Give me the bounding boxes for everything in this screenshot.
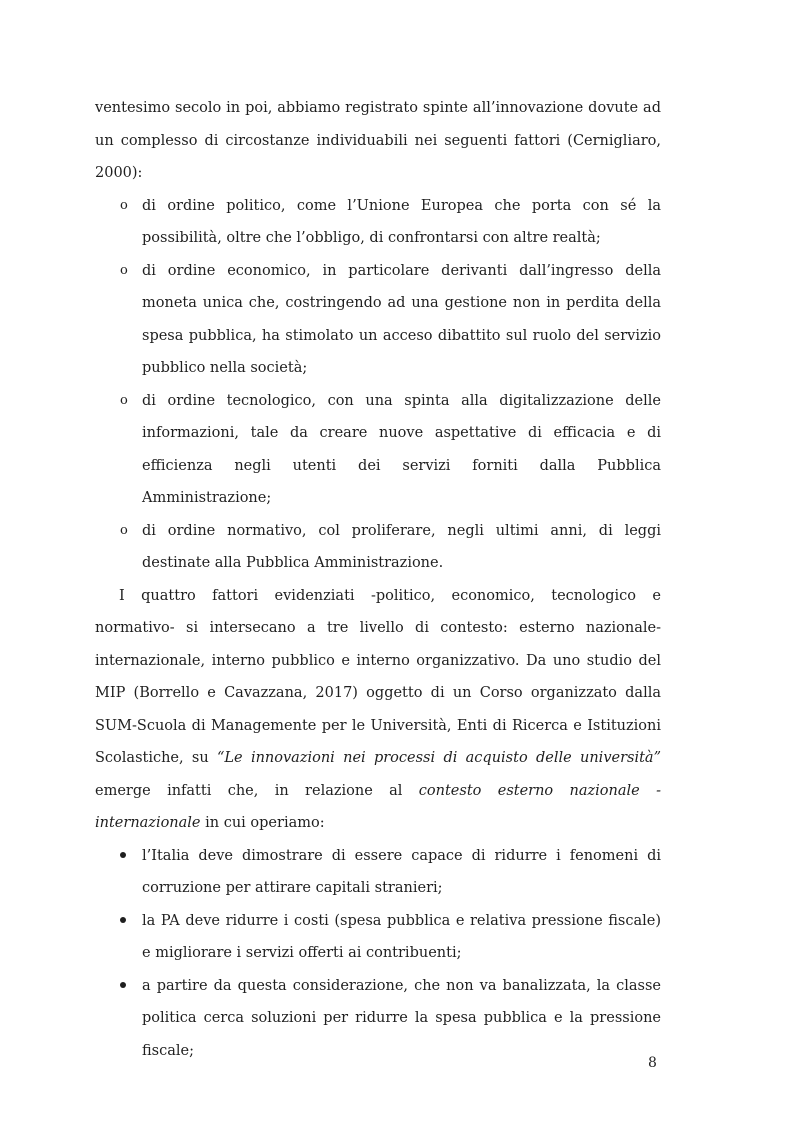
factor-text: di ordine normativo, col proliferare, negli ultimi anni, di leggi destinate alla Pubblica Amministrazione. bbox=[142, 522, 661, 571]
paragraph-text: I quattro fattori evidenziati -politico, economico, tecnologico e normativo- si intersecano a tre livello di contesto: esterno nazionale-internazionale, interno pubblico e interno organizzativo. Da uno studio del MIP (Borrello e Cavazzana, 2017) oggetto di un Corso organizzato dalla SUM-Scuola di Managemente per le Università, Enti di Ricerca e Istituzioni Scolastiche, su bbox=[95, 587, 661, 766]
list-item bbox=[95, 190, 661, 255]
paragraph-text: in cui operiamo: bbox=[200, 815, 325, 831]
circle-bullet-icon: o bbox=[120, 392, 128, 408]
bullet-dot-icon bbox=[120, 917, 126, 923]
point-text: la PA deve ridurre i costi (spesa pubblica e relativa pressione fiscale) e migliorare i servizi offerti ai contribuenti; bbox=[142, 912, 661, 961]
circle-bullet-icon: o bbox=[120, 262, 128, 278]
list-item bbox=[95, 970, 661, 1068]
page-number: 8 bbox=[648, 1055, 657, 1071]
factors-list bbox=[95, 190, 661, 580]
circle-bullet-icon: o bbox=[120, 522, 128, 538]
points-list bbox=[95, 840, 661, 1068]
context-term: contesto esterno nazionale - internazionale bbox=[95, 782, 661, 831]
circle-bullet-icon: o bbox=[120, 197, 128, 213]
intro-paragraph: ventesimo secolo in poi, abbiamo registrato spinte all’innovazione dovute ad un complesso di circostanze individuabili nei seguenti fattori (Cernigliaro, 2000): bbox=[95, 100, 661, 181]
context-paragraph bbox=[95, 580, 661, 840]
body-text bbox=[95, 92, 661, 1067]
paragraph-text: emerge infatti che, in relazione al bbox=[95, 782, 419, 799]
list-item bbox=[95, 515, 661, 580]
list-item bbox=[95, 905, 661, 970]
course-title: “Le innovazioni nei processi di acquisto delle università” bbox=[217, 750, 661, 766]
bullet-dot-icon bbox=[120, 852, 126, 858]
point-text: l’Italia deve dimostrare di essere capace di ridurre i fenomeni di corruzione per attirare capitali stranieri; bbox=[142, 847, 661, 896]
point-text: a partire da questa considerazione, che non va banalizzata, la classe politica cerca soluzioni per ridurre la spesa pubblica e la pressione fiscale; bbox=[142, 977, 661, 1059]
factor-text: di ordine tecnologico, con una spinta alla digitalizzazione delle informazioni, tale da creare nuove aspettative di efficacia e di efficienza negli utenti dei servizi forniti dalla Pubblica Amministrazione; bbox=[142, 392, 661, 506]
factor-text: di ordine economico, in particolare derivanti dall’ingresso della moneta unica che, costringendo ad una gestione non in perdita della spesa pubblica, ha stimolato un acceso dibattito sul ruolo del servizio pubblico nella società; bbox=[142, 262, 661, 376]
list-item bbox=[95, 255, 661, 385]
list-item bbox=[95, 385, 661, 515]
bullet-dot-icon bbox=[120, 982, 126, 988]
factor-text: di ordine politico, come l’Unione Europea che porta con sé la possibilità, oltre che l’obbligo, di confrontarsi con altre realtà; bbox=[142, 197, 661, 246]
list-item bbox=[95, 840, 661, 905]
